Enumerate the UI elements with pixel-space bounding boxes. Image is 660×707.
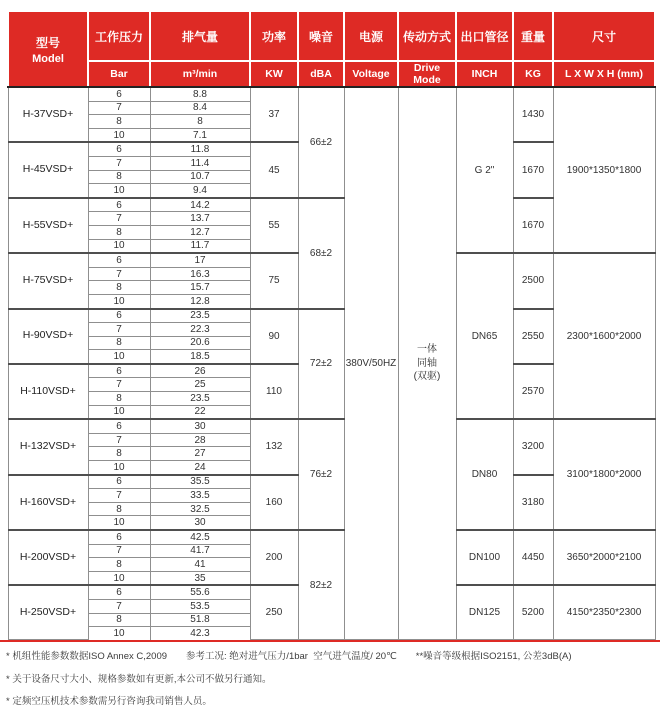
header-unit-kw: KW xyxy=(250,61,298,87)
flow-cell: 7.1 xyxy=(150,128,250,142)
bar-cell: 10 xyxy=(88,184,150,198)
flow-cell: 33.5 xyxy=(150,489,250,503)
model-cell: H-110VSD+ xyxy=(8,364,88,419)
bar-cell: 7 xyxy=(88,489,150,503)
bar-cell: 7 xyxy=(88,101,150,115)
flow-cell: 23.5 xyxy=(150,309,250,323)
bar-cell: 8 xyxy=(88,447,150,461)
header-unit-lwh: L X W X H (mm) xyxy=(553,61,655,87)
flow-cell: 42.3 xyxy=(150,627,250,640)
bar-cell: 7 xyxy=(88,323,150,337)
outlet-cell: DN125 xyxy=(456,585,513,639)
footnotes xyxy=(6,651,654,707)
outlet-cell: G 2" xyxy=(456,87,513,253)
flow-cell: 11.7 xyxy=(150,239,250,253)
flow-cell: 15.7 xyxy=(150,281,250,295)
bar-cell: 6 xyxy=(88,198,150,212)
bar-cell: 6 xyxy=(88,475,150,489)
power-cell: 55 xyxy=(250,198,298,253)
dimension-cell: 3650*2000*2100 xyxy=(553,530,655,585)
power-cell: 200 xyxy=(250,530,298,585)
flow-cell: 8.4 xyxy=(150,101,250,115)
flow-cell: 53.5 xyxy=(150,599,250,613)
flow-cell: 30 xyxy=(150,419,250,433)
header-noise: 噪音 xyxy=(298,11,344,61)
bar-cell: 7 xyxy=(88,433,150,447)
bar-cell: 10 xyxy=(88,350,150,364)
bar-cell: 10 xyxy=(88,571,150,585)
flow-cell: 55.6 xyxy=(150,585,250,599)
flow-cell: 30 xyxy=(150,516,250,530)
header-unit-m3min: m³/min xyxy=(150,61,250,87)
header-unit-drive-mode: Drive Mode xyxy=(398,61,456,87)
flow-cell: 32.5 xyxy=(150,502,250,516)
bar-cell: 8 xyxy=(88,115,150,129)
power-cell: 37 xyxy=(250,87,298,142)
flow-cell: 11.8 xyxy=(150,142,250,156)
flow-cell: 22.3 xyxy=(150,323,250,337)
bar-cell: 6 xyxy=(88,530,150,544)
header-model-zh: 型号 xyxy=(35,35,60,50)
flow-cell: 17 xyxy=(150,253,250,267)
outlet-cell: DN65 xyxy=(456,253,513,419)
weight-cell: 2570 xyxy=(513,364,553,419)
bar-cell: 7 xyxy=(88,267,150,281)
bar-cell: 6 xyxy=(88,585,150,599)
flow-cell: 14.2 xyxy=(150,198,250,212)
model-cell: H-160VSD+ xyxy=(8,475,88,530)
header-row-units xyxy=(8,61,655,87)
header-unit-kg: KG xyxy=(513,61,553,87)
bar-cell: 7 xyxy=(88,212,150,226)
header-dimensions: 尺寸 xyxy=(553,11,655,61)
flow-cell: 28 xyxy=(150,433,250,447)
bar-cell: 7 xyxy=(88,544,150,558)
flow-cell: 25 xyxy=(150,378,250,392)
bar-cell: 10 xyxy=(88,461,150,475)
flow-cell: 16.3 xyxy=(150,267,250,281)
bar-cell: 8 xyxy=(88,558,150,572)
header-weight: 重量 xyxy=(513,11,553,61)
table-bottom-red-rule xyxy=(0,640,660,642)
power-cell: 160 xyxy=(250,475,298,530)
dimension-cell: 4150*2350*2300 xyxy=(553,585,655,639)
bar-cell: 8 xyxy=(88,613,150,627)
noise-cell: 72±2 xyxy=(298,309,344,420)
model-cell: H-45VSD+ xyxy=(8,142,88,197)
flow-cell: 35.5 xyxy=(150,475,250,489)
flow-cell: 8.8 xyxy=(150,87,250,101)
model-cell: H-37VSD+ xyxy=(8,87,88,142)
bar-cell: 7 xyxy=(88,156,150,170)
bar-cell: 6 xyxy=(88,87,150,101)
weight-cell: 4450 xyxy=(513,530,553,585)
spec-table-header xyxy=(8,11,655,87)
bar-cell: 8 xyxy=(88,225,150,239)
flow-cell: 35 xyxy=(150,571,250,585)
model-cell: H-90VSD+ xyxy=(8,309,88,364)
bar-cell: 8 xyxy=(88,281,150,295)
flow-cell: 8 xyxy=(150,115,250,129)
flow-cell: 20.6 xyxy=(150,336,250,350)
flow-cell: 18.5 xyxy=(150,350,250,364)
outlet-cell: DN100 xyxy=(456,530,513,585)
voltage-cell: 380V/50HZ xyxy=(344,87,398,640)
header-unit-dba: dBA xyxy=(298,61,344,87)
power-cell: 250 xyxy=(250,585,298,639)
power-cell: 75 xyxy=(250,253,298,308)
header-voltage: 电源 xyxy=(344,11,398,61)
bar-cell: 6 xyxy=(88,142,150,156)
bar-cell: 8 xyxy=(88,336,150,350)
header-outlet: 出口管径 xyxy=(456,11,513,61)
weight-cell: 2550 xyxy=(513,309,553,364)
bar-cell: 8 xyxy=(88,392,150,406)
model-cell: H-55VSD+ xyxy=(8,198,88,253)
bar-cell: 7 xyxy=(88,599,150,613)
weight-cell: 1430 xyxy=(513,87,553,142)
dimension-cell: 1900*1350*1800 xyxy=(553,87,655,253)
model-cell: H-250VSD+ xyxy=(8,585,88,639)
flow-cell: 41 xyxy=(150,558,250,572)
header-drive-mode: 传动方式 xyxy=(398,11,456,61)
bar-cell: 10 xyxy=(88,627,150,640)
header-power: 功率 xyxy=(250,11,298,61)
power-cell: 90 xyxy=(250,309,298,364)
spec-table-body xyxy=(8,87,655,640)
bar-cell: 6 xyxy=(88,419,150,433)
flow-cell: 10.7 xyxy=(150,170,250,184)
model-cell: H-132VSD+ xyxy=(8,419,88,474)
flow-cell: 11.4 xyxy=(150,156,250,170)
flow-cell: 23.5 xyxy=(150,392,250,406)
bar-cell: 10 xyxy=(88,405,150,419)
weight-cell: 1670 xyxy=(513,142,553,197)
weight-cell: 3180 xyxy=(513,475,553,530)
header-air-delivery: 排气量 xyxy=(150,11,250,61)
bar-cell: 6 xyxy=(88,253,150,267)
bar-cell: 8 xyxy=(88,170,150,184)
bar-cell: 10 xyxy=(88,239,150,253)
flow-cell: 42.5 xyxy=(150,530,250,544)
header-row-top xyxy=(8,11,655,61)
header-unit-bar: Bar xyxy=(88,61,150,87)
bar-cell: 10 xyxy=(88,516,150,530)
bar-cell: 6 xyxy=(88,309,150,323)
flow-cell: 13.7 xyxy=(150,212,250,226)
dimension-cell: 2300*1600*2000 xyxy=(553,253,655,419)
spec-table xyxy=(7,10,656,640)
dimension-cell: 3100*1800*2000 xyxy=(553,419,655,530)
bar-cell: 8 xyxy=(88,502,150,516)
header-working-pressure: 工作压力 xyxy=(88,11,150,61)
footnote-performance: * 机组性能参数数据ISO Annex C,2009 参考工况: 绝对进气压力/1bar 空气进气温度/ 20℃ **噪音等级根据ISO2151, 公差3dB(A) xyxy=(6,651,572,663)
model-cell: H-75VSD+ xyxy=(8,253,88,308)
flow-cell: 9.4 xyxy=(150,184,250,198)
header-model-en: Model xyxy=(32,52,64,65)
power-cell: 132 xyxy=(250,419,298,474)
header-model xyxy=(8,11,88,87)
flow-cell: 24 xyxy=(150,461,250,475)
weight-cell: 3200 xyxy=(513,419,553,474)
noise-cell: 66±2 xyxy=(298,87,344,198)
spec-row xyxy=(8,87,655,101)
flow-cell: 12.7 xyxy=(150,225,250,239)
drive-mode-cell: 一体 同轴 (双驱) xyxy=(398,87,456,640)
header-unit-voltage: Voltage xyxy=(344,61,398,87)
bar-cell: 7 xyxy=(88,378,150,392)
noise-cell: 82±2 xyxy=(298,530,344,640)
flow-cell: 27 xyxy=(150,447,250,461)
power-cell: 45 xyxy=(250,142,298,197)
flow-cell: 41.7 xyxy=(150,544,250,558)
flow-cell: 12.8 xyxy=(150,294,250,308)
flow-cell: 26 xyxy=(150,364,250,378)
weight-cell: 1670 xyxy=(513,198,553,253)
flow-cell: 22 xyxy=(150,405,250,419)
spec-row xyxy=(8,530,655,544)
flow-cell: 51.8 xyxy=(150,613,250,627)
footnote-fixed-speed: * 定频空压机技术参数需另行咨询我司销售人员。 xyxy=(6,696,212,707)
footnote-update-notice: * 关于设备尺寸大小、规格参数如有更新,本公司不做另行通知。 xyxy=(6,673,272,685)
outlet-cell: DN80 xyxy=(456,419,513,530)
noise-cell: 68±2 xyxy=(298,198,344,309)
weight-cell: 5200 xyxy=(513,585,553,639)
noise-cell: 76±2 xyxy=(298,419,344,530)
bar-cell: 10 xyxy=(88,294,150,308)
weight-cell: 2500 xyxy=(513,253,553,308)
power-cell: 110 xyxy=(250,364,298,419)
bar-cell: 10 xyxy=(88,128,150,142)
bar-cell: 6 xyxy=(88,364,150,378)
header-unit-inch: INCH xyxy=(456,61,513,87)
model-cell: H-200VSD+ xyxy=(8,530,88,585)
spec-row xyxy=(8,419,655,433)
